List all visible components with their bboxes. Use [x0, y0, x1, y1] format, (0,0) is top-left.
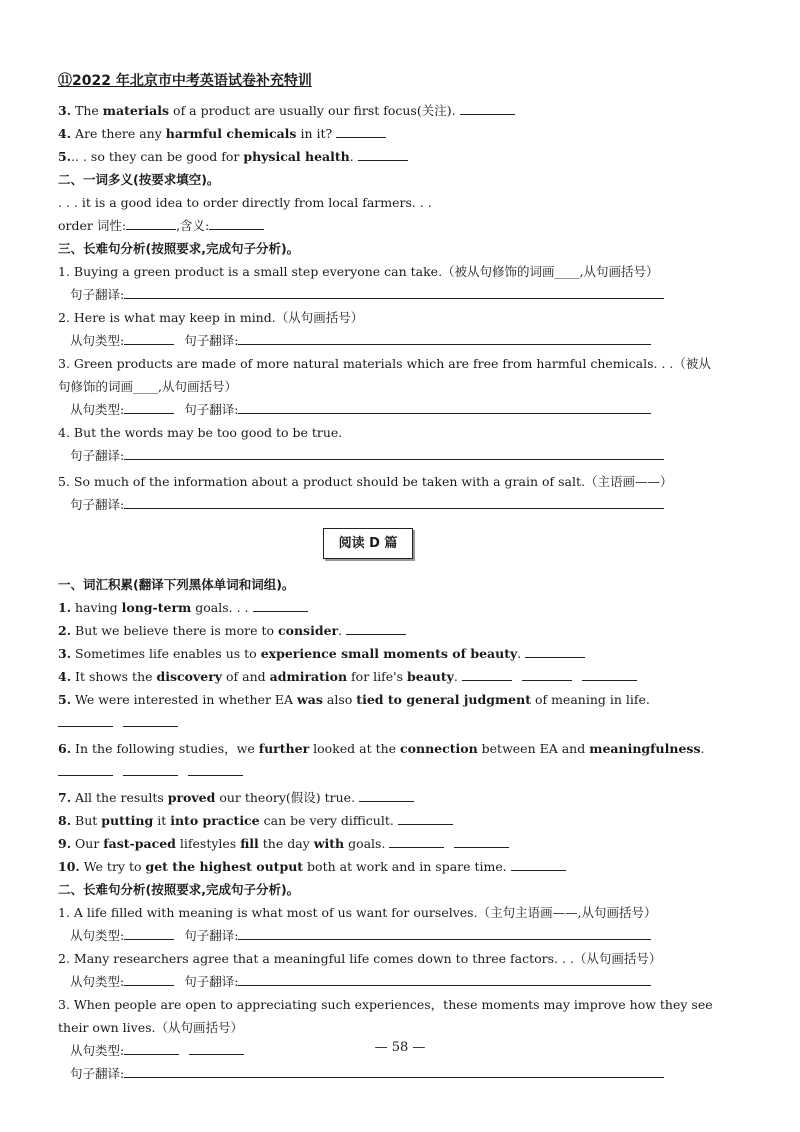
vocab-text: our theory(假设) true.: [215, 790, 356, 805]
answer-blank[interactable]: [253, 599, 308, 612]
bold-term: further: [258, 741, 310, 756]
section-heading: 一、词汇积累(翻译下列黑体单词和词组)。: [58, 577, 295, 592]
bold-term: was: [297, 692, 323, 707]
answer-blank[interactable]: [123, 714, 178, 727]
translation-blank[interactable]: [124, 1065, 664, 1078]
vocab-item: [58, 737, 705, 760]
bold-term: long-term: [121, 600, 192, 615]
bold-term: proved: [167, 790, 216, 805]
analysis-line: [58, 924, 678, 947]
clause-type-label: 从句类型:: [70, 402, 125, 417]
question-item: [58, 145, 678, 168]
vocab-item: [58, 688, 678, 711]
vocab-item: [58, 642, 678, 665]
bold-term: admiration: [269, 669, 348, 684]
translation-blank[interactable]: [238, 401, 651, 414]
answer-blank[interactable]: [58, 714, 113, 727]
answer-blank[interactable]: [525, 645, 585, 658]
long-sentence-q1: 1. A life filled with meaning is what most of us want for ourselves.（主句主语画——,从句画括号）: [58, 905, 657, 920]
clause-type-blank[interactable]: [124, 927, 174, 940]
question-text: of a product are usually our first focus(关注).: [169, 103, 456, 118]
question-number: 7.: [58, 790, 72, 805]
translate-label: 句子翻译:: [70, 287, 125, 302]
analysis-line: [58, 398, 678, 421]
long-sentence-q4: 4. But the words may be too good to be true.: [58, 425, 343, 440]
vocab-text: the day: [258, 836, 314, 851]
answer-blank[interactable]: [389, 835, 444, 848]
translation-line: [58, 283, 678, 306]
long-sentence-q1: 1. Buying a green product is a small step everyone can take.（被从句修饰的词画____,从句画括号）: [58, 264, 659, 279]
question-number: 5.: [58, 149, 72, 164]
question-text: Are there any: [71, 126, 166, 141]
vocab-text: But we believe there is more to: [71, 623, 279, 638]
answer-blank[interactable]: [462, 668, 512, 681]
question-number: 2.: [58, 623, 72, 638]
vocab-text: also: [322, 692, 357, 707]
translate-label: 句子翻译:: [70, 497, 125, 512]
translation-line: [58, 1062, 678, 1085]
vocab-text: All the results: [71, 790, 168, 805]
answer-blank[interactable]: [511, 858, 566, 871]
answer-blank[interactable]: [358, 148, 408, 161]
question-number: 3.: [58, 103, 72, 118]
vocab-text: lifestyles: [175, 836, 241, 851]
vocab-item: [58, 832, 678, 855]
vocab-item: [58, 596, 678, 619]
answer-blank[interactable]: [522, 668, 572, 681]
section-heading: 三、长难句分析(按照要求,完成句子分析)。: [58, 241, 300, 256]
question-number: 10.: [58, 859, 80, 874]
clause-type-label: 从句类型:: [70, 1043, 125, 1058]
poly-answer-line: [58, 214, 678, 237]
bold-term: discovery: [156, 669, 223, 684]
bold-term: connection: [400, 741, 478, 756]
vocab-text: .: [700, 741, 705, 756]
answer-blank-row: [58, 760, 678, 786]
question-number: 4.: [58, 126, 72, 141]
bold-term: tied to general judgment: [356, 692, 531, 707]
long-sentence-q3-cont: 句修饰的词画____,从句画括号）: [58, 379, 237, 394]
vocab-text: goals. . .: [191, 600, 249, 615]
translation-blank[interactable]: [238, 332, 651, 345]
translation-line: [58, 493, 678, 516]
answer-blank[interactable]: [582, 668, 637, 681]
vocab-text: can be very difficult.: [259, 813, 394, 828]
long-sentence-q3: 3. When people are open to appreciating such experiences，these moments may improve how they see: [58, 997, 713, 1012]
bold-term: with: [313, 836, 345, 851]
meaning-blank[interactable]: [209, 217, 264, 230]
vocab-text: Our: [71, 836, 104, 851]
translate-label: 句子翻译:: [184, 928, 239, 943]
vocab-text: But: [71, 813, 102, 828]
vocab-text: for life's: [347, 669, 407, 684]
clause-type-blank[interactable]: [124, 401, 174, 414]
clause-type-label: 从句类型:: [70, 974, 125, 989]
question-number: 5.: [58, 692, 72, 707]
answer-blank-row: [58, 711, 678, 737]
bold-term: putting: [101, 813, 154, 828]
vocab-text: It shows the: [71, 669, 157, 684]
section-heading: 二、一词多义(按要求填空)。: [58, 172, 220, 187]
vocab-text: In the following studies，we: [71, 741, 259, 756]
page-number: — 58 —: [374, 1040, 426, 1055]
long-sentence-q3: 3. Green products are made of more natural materials which are free from harmful chemicals. . .（被从: [58, 356, 711, 371]
translation-blank[interactable]: [124, 447, 664, 460]
answer-blank[interactable]: [123, 763, 178, 776]
vocab-text: Sometimes life enables us to: [71, 646, 261, 661]
vocab-item: [58, 665, 678, 688]
long-sentence-q3-cont: their own lives.（从句画括号）: [58, 1020, 244, 1035]
question-text: .: [349, 149, 354, 164]
bold-term: fill: [240, 836, 259, 851]
bold-term: beauty: [407, 669, 454, 684]
bold-term: materials: [102, 103, 170, 118]
vocab-text: both at work and in spare time.: [303, 859, 507, 874]
translation-blank[interactable]: [124, 286, 664, 299]
clause-type-blank[interactable]: [124, 332, 174, 345]
vocab-text: .: [338, 623, 343, 638]
translation-blank[interactable]: [238, 927, 651, 940]
part-of-speech-blank[interactable]: [126, 217, 176, 230]
vocab-text: .: [453, 669, 458, 684]
vocab-text: We try to: [79, 859, 146, 874]
answer-blank[interactable]: [460, 102, 515, 115]
poly-label: ,含义:: [176, 218, 210, 233]
vocab-text: looked at the: [309, 741, 401, 756]
vocab-text: of and: [222, 669, 270, 684]
vocab-text: We were interested in whether EA: [71, 692, 298, 707]
vocab-text: between EA and: [477, 741, 590, 756]
question-number: 3.: [58, 646, 72, 661]
translation-line: [58, 444, 678, 470]
question-item: [58, 99, 678, 122]
page-title: ⑪2022 年北京市中考英语试卷补充特训: [58, 73, 312, 89]
translate-label: 句子翻译:: [70, 448, 125, 463]
clause-type-label: 从句类型:: [70, 333, 125, 348]
translate-label: 句子翻译:: [184, 402, 239, 417]
translate-label: 句子翻译:: [184, 333, 239, 348]
poly-label: order 词性:: [58, 218, 127, 233]
answer-blank[interactable]: [336, 125, 386, 138]
question-number: 6.: [58, 741, 72, 756]
translation-blank[interactable]: [124, 496, 664, 509]
clause-type-label: 从句类型:: [70, 928, 125, 943]
translate-label: 句子翻译:: [70, 1066, 125, 1081]
vocab-item: [58, 809, 678, 832]
bold-term: physical health: [243, 149, 350, 164]
vocab-text: of meaning in life.: [530, 692, 650, 707]
bold-term: get the highest output: [145, 859, 304, 874]
question-text: The: [71, 103, 103, 118]
section-heading: 二、长难句分析(按照要求,完成句子分析)。: [58, 882, 300, 897]
bold-term: fast-paced: [103, 836, 176, 851]
analysis-line: [58, 329, 678, 352]
answer-blank[interactable]: [346, 622, 406, 635]
bold-term: harmful chemicals: [165, 126, 297, 141]
vocab-item: [58, 855, 678, 878]
answer-blank[interactable]: [58, 763, 113, 776]
question-text: .. . so they can be good for: [71, 149, 244, 164]
answer-blank[interactable]: [359, 789, 414, 802]
question-number: 8.: [58, 813, 72, 828]
long-sentence-q2: 2. Many researchers agree that a meaningful life comes down to three factors. . .（从句画括号）: [58, 951, 662, 966]
answer-blank[interactable]: [398, 812, 453, 825]
vocab-item: [58, 786, 678, 809]
question-text: in it?: [296, 126, 333, 141]
bold-term: experience small moments of beauty: [260, 646, 518, 661]
worksheet-page: [58, 70, 713, 1085]
answer-blank[interactable]: [188, 763, 243, 776]
question-number: 1.: [58, 600, 72, 615]
vocab-text: having: [71, 600, 122, 615]
question-number: 4.: [58, 669, 72, 684]
bold-term: consider: [278, 623, 339, 638]
translate-label: 句子翻译:: [184, 974, 239, 989]
vocab-text: .: [517, 646, 522, 661]
bold-term: meaningfulness: [589, 741, 701, 756]
answer-blank[interactable]: [454, 835, 509, 848]
vocab-item: [58, 619, 678, 642]
question-item: [58, 122, 678, 145]
bold-term: into practice: [170, 813, 260, 828]
question-number: 9.: [58, 836, 72, 851]
long-sentence-q5: 5. So much of the information about a product should be taken with a grain of salt.（主语画——）: [58, 474, 673, 489]
vocab-text: goals.: [344, 836, 386, 851]
translation-blank[interactable]: [238, 973, 651, 986]
analysis-line: [58, 970, 678, 993]
long-sentence-q2: 2. Here is what may keep in mind.（从句画括号）: [58, 310, 364, 325]
vocab-text: it: [153, 813, 171, 828]
clause-type-blank[interactable]: [124, 973, 174, 986]
poly-sentence: . . . it is a good idea to order directly from local farmers. . .: [58, 195, 432, 210]
reading-d-box: 阅读 D 篇: [323, 528, 413, 559]
